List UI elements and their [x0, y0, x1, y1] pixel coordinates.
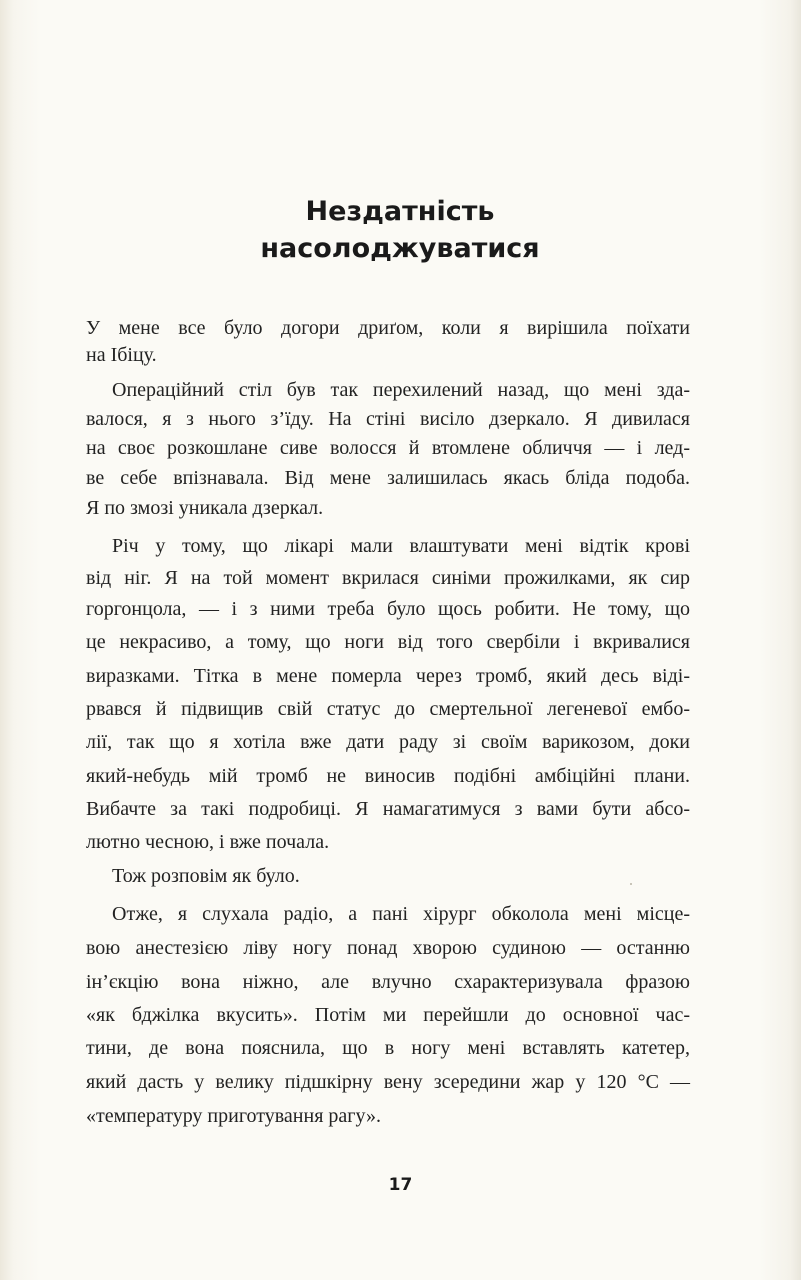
text-line: Отже, я слухала радіо, а пані хірург обколола мені місце- [112, 903, 690, 925]
text-line: Річ у тому, що лікарі мали влаштувати мені відтік крові [112, 535, 690, 557]
chapter-title-line-1: Нездатність [305, 196, 495, 227]
text-line: «як бджілка вкусить». Потім ми перейшли до основної час- [86, 1004, 690, 1026]
page-number: 17 [388, 1175, 413, 1195]
text-line: Я по змозі уникала дзеркал. [86, 497, 324, 519]
text-line: валося, я з нього з’їду. На стіні висіло дзеркало. Я дивилася [86, 408, 690, 430]
text-line: Операційний стіл був так перехилений назад, що мені зда- [112, 379, 690, 401]
text-line: виразками. Тітка в мене померла через тромб, який десь віді- [86, 665, 690, 687]
paper-speck [630, 883, 632, 885]
text-line: горгонцола, — і з ними треба було щось робити. Не тому, що [86, 598, 690, 620]
text-line: Тож розповім як було. [112, 865, 300, 887]
text-line: «температуру приготування рагу». [86, 1105, 381, 1127]
text-line: Вибачте за такі подробиці. Я намагатимуся з вами бути абсо- [86, 798, 690, 820]
text-line: ве себе впізнавала. Від мене залишилась якась бліда подоба. [86, 467, 690, 489]
text-line: на своє розкошлане сиве волосся й втомлене обличчя — і лед- [86, 437, 690, 459]
text-line: лютно чесною, і вже почала. [86, 831, 330, 853]
text-line: який-небудь мій тромб не виносив подібні амбіційні плани. [86, 765, 690, 787]
text-line: ін’єкцію вона ніжно, але влучно схарактеризувала фразою [86, 971, 690, 993]
text-line: тини, де вона пояснила, що в ногу мені вставлять катетер, [86, 1037, 690, 1059]
text-line: на Ібіцу. [86, 344, 157, 366]
text-line: вою анестезією ліву ногу понад хворою судиною — останню [86, 937, 690, 959]
text-line: від ніг. Я на той момент вкрилася синіми прожилками, як сир [86, 567, 690, 589]
text-line: рвався й підвищив свій статус до смертельної легеневої ембо- [86, 698, 690, 720]
text-line: У мене все було догори дриґом, коли я вирішила поїхати [86, 317, 690, 339]
chapter-title-line-2: насолоджуватися [260, 233, 540, 264]
text-line: це некрасиво, а тому, що ноги від того свербіли і вкривалися [86, 631, 690, 653]
text-line: який дасть у велику підшкірну вену зсередини жар у 120 °C — [86, 1071, 690, 1093]
text-line: лії, так що я хотіла вже дати раду зі своїм варикозом, доки [86, 731, 690, 753]
